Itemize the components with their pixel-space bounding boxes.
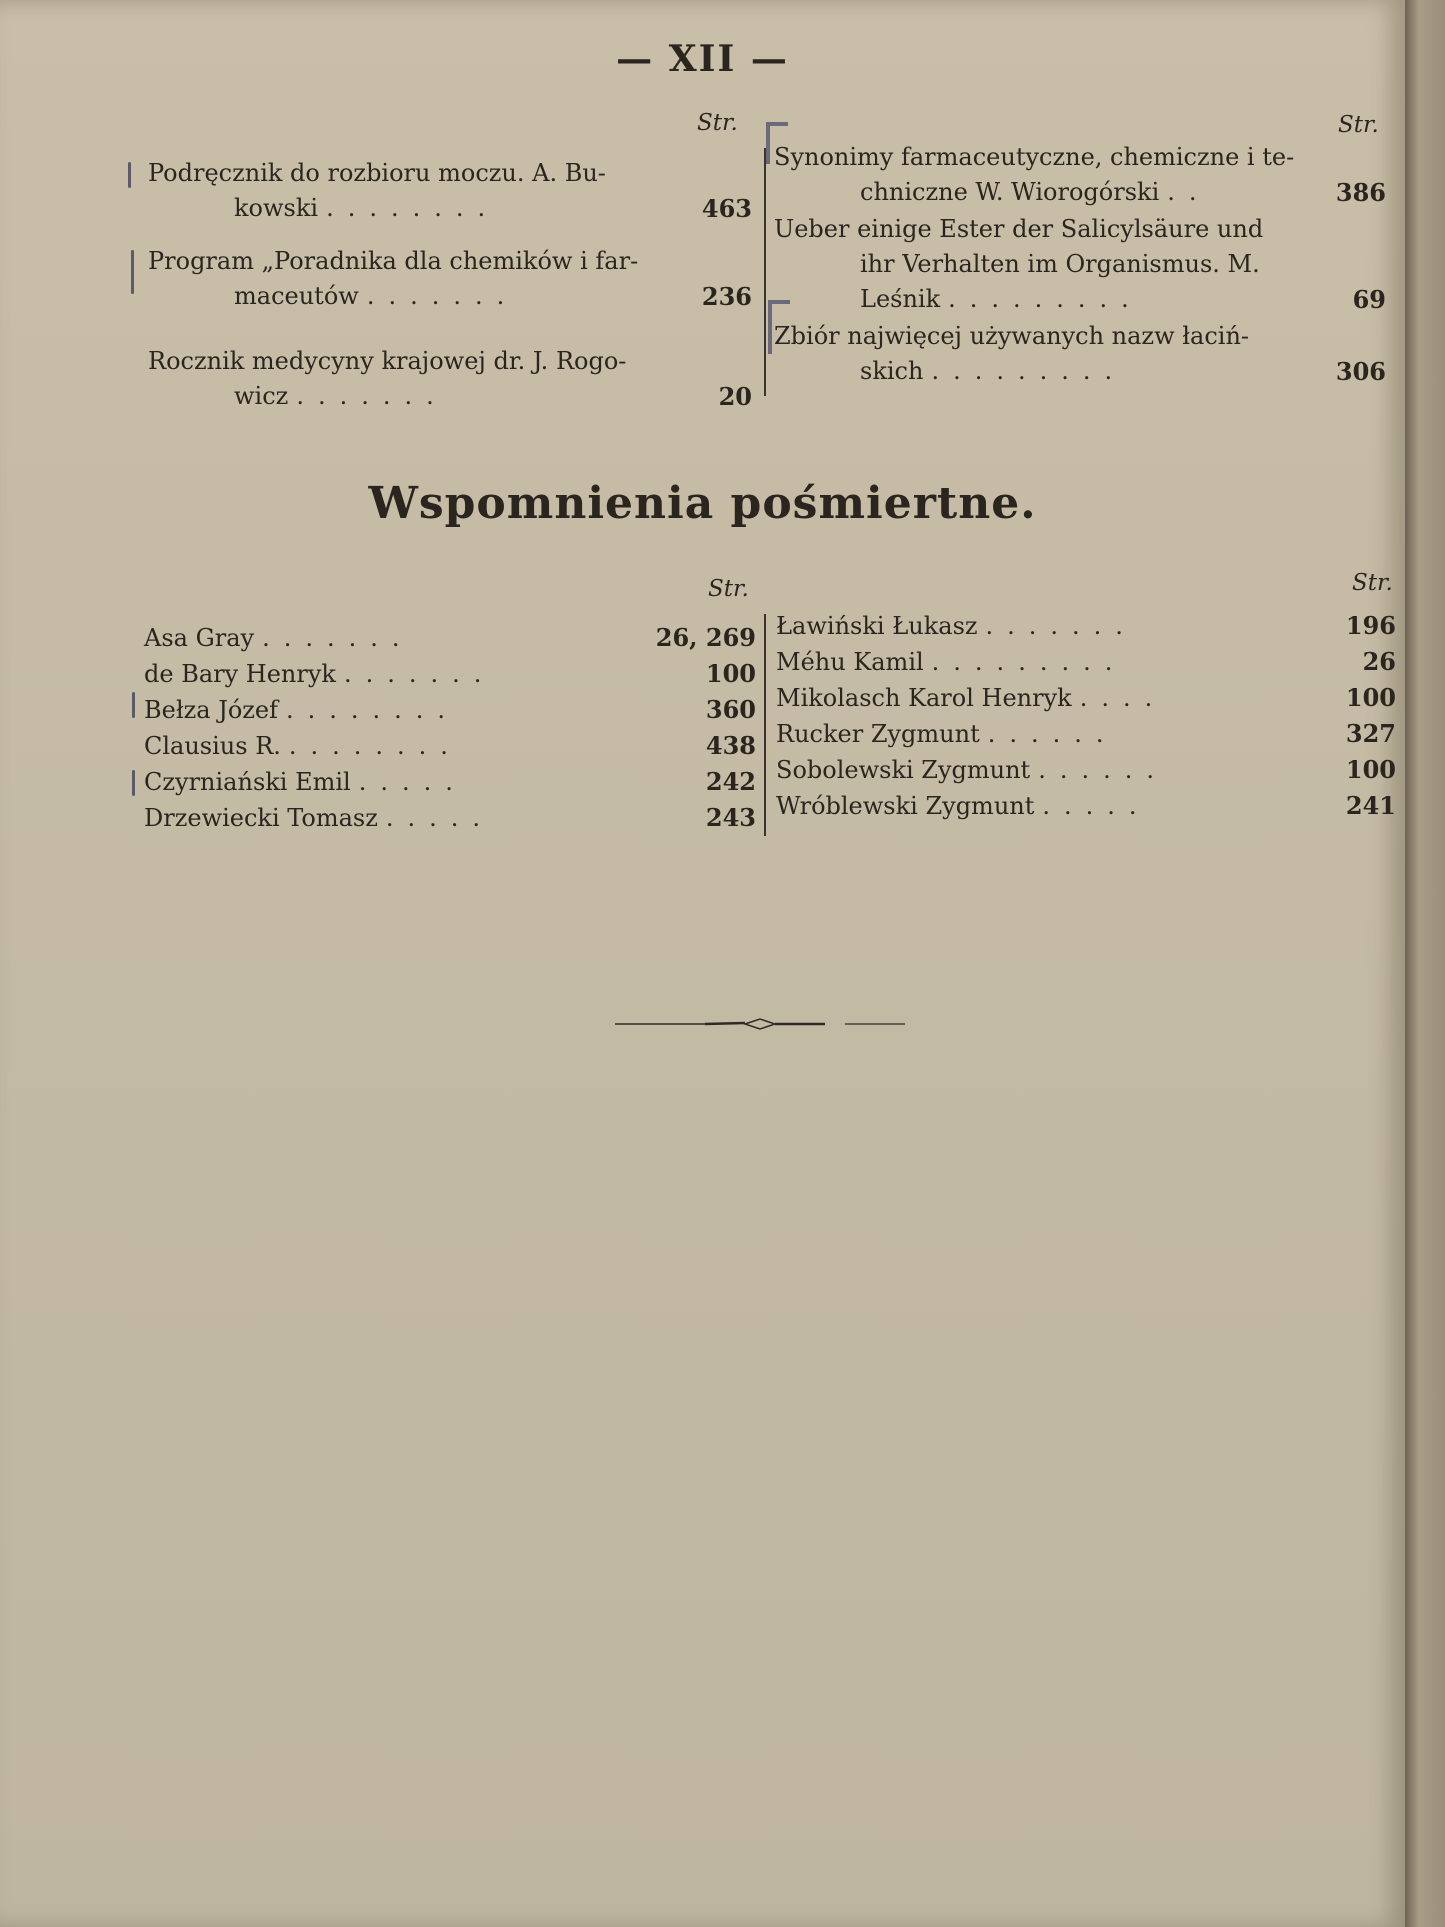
entry-line: wicz .......: [234, 382, 448, 410]
page-ref: 20: [718, 382, 752, 411]
index-entry: [774, 140, 1386, 210]
page-ref: 463: [701, 194, 752, 223]
page-ref: 386: [1335, 178, 1386, 207]
section-title: Wspomnienia pośmiertne.: [368, 478, 1037, 529]
entry-line: Ueber einige Ester der Salicylsäure und: [774, 215, 1264, 243]
obituary-row: Méhu Kamil ......... 26: [776, 644, 1396, 680]
entry-line: Podręcznik do rozbioru moczu. A. Bu-: [148, 159, 606, 187]
entry-line: chniczne W. Wiorogórski ..: [860, 178, 1211, 206]
obituary-row: Bełza Józef ........ 360: [144, 692, 756, 728]
column-header-right: Str.: [1338, 112, 1379, 138]
page-ref: 327: [1345, 719, 1396, 748]
obituary-row: Wróblewski Zygmunt ..... 241: [776, 788, 1396, 824]
obituary-row: Ławiński Łukasz ....... 196: [776, 608, 1396, 644]
obituary-row: Asa Gray ....... 26, 269: [144, 620, 756, 656]
pencil-mark: [128, 162, 131, 188]
index-right-column: [774, 140, 1386, 407]
index-left-column: [148, 156, 752, 432]
entry-line: Rocznik medycyny krajowej dr. J. Rogo-: [148, 347, 627, 375]
page-ref: 100: [705, 659, 756, 688]
obituary-row: Mikolasch Karol Henryk .... 100: [776, 680, 1396, 716]
obituary-row: Rucker Zygmunt ...... 327: [776, 716, 1396, 752]
page-ref: 196: [1345, 611, 1396, 640]
page-ref: 100: [1345, 755, 1396, 784]
page-ref: 236: [701, 282, 752, 311]
column-divider: [764, 614, 766, 836]
page-ref: 438: [705, 731, 756, 760]
page-ref: 26: [1362, 647, 1396, 676]
obituary-left-list: [144, 620, 756, 836]
page-number: — XII —: [616, 38, 789, 80]
obituary-right-list: [776, 608, 1396, 824]
page-ref: 242: [705, 767, 756, 796]
page-edge: [1405, 0, 1445, 1927]
page-ref: 100: [1345, 683, 1396, 712]
obituary-row: Drzewiecki Tomasz ..... 243: [144, 800, 756, 836]
obituary-row: Czyrniański Emil ..... 242: [144, 764, 756, 800]
page-ref: 243: [705, 803, 756, 832]
entry-line: Program „Poradnika dla chemików i far-: [148, 247, 639, 275]
page-ref: 69: [1352, 285, 1386, 314]
entry-line: Leśnik .........: [860, 285, 1143, 313]
pencil-mark: [132, 692, 135, 718]
index-entry: [774, 319, 1386, 389]
index-entry: [148, 156, 752, 226]
index-entry: [774, 212, 1386, 317]
obituary-row: Sobolewski Zygmunt ...... 100: [776, 752, 1396, 788]
page-ref: 360: [705, 695, 756, 724]
obituary-row: de Bary Henryk ....... 100: [144, 656, 756, 692]
index-entry: [148, 344, 752, 414]
page-ref: 26, 269: [655, 623, 756, 652]
pencil-mark: [132, 770, 135, 796]
column-header-left: Str.: [697, 110, 738, 136]
page-ref: 241: [1345, 791, 1396, 820]
column-header-right: Str.: [1352, 570, 1393, 596]
entry-line: maceutów .......: [234, 282, 519, 310]
entry-line: Zbiór najwięcej używanych nazw łaciń-: [774, 322, 1250, 350]
ornament-rule: [615, 1014, 905, 1034]
column-divider: [764, 148, 766, 396]
pencil-mark: [131, 250, 134, 294]
obituary-row: Clausius R. ........ 438: [144, 728, 756, 764]
entry-line: ihr Verhalten im Organismus. M.: [860, 250, 1260, 278]
entry-line: kowski ........: [234, 194, 500, 222]
page-ref: 306: [1335, 357, 1386, 386]
column-header-left: Str.: [708, 576, 749, 602]
entry-line: skich .........: [860, 357, 1127, 385]
entry-line: Synonimy farmaceutyczne, chemiczne i te-: [774, 143, 1295, 171]
index-entry: [148, 244, 752, 314]
